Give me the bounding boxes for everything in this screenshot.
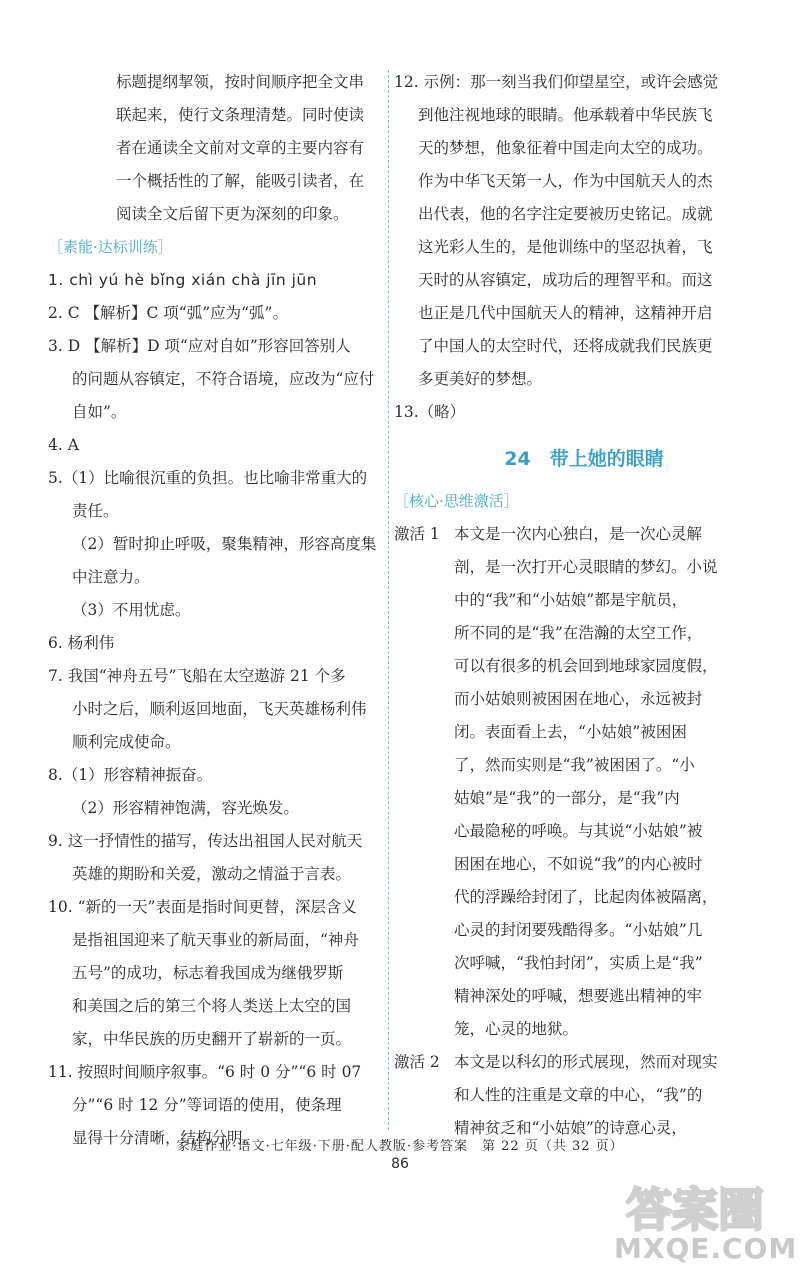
right-answers-top — [394, 66, 774, 429]
line-text: 本文是以科幻的形式展现，然而对现实 — [454, 1053, 718, 1071]
line-text: 者在通读全文前对文章的主要内容有 — [116, 139, 365, 157]
text-line — [394, 66, 774, 99]
lesson-heading: 24 带上她的眼睛 — [504, 448, 664, 470]
line-text: 天的梦想，他象征着中国走向太空的成功。 — [418, 139, 713, 157]
text-line — [48, 1089, 384, 1122]
text-line — [48, 132, 384, 165]
line-text: 小时之后，顺利返回地面，飞天英雄杨利伟 — [72, 700, 367, 718]
line-text: 本文是一次内心独白，是一次心灵解 — [454, 525, 703, 543]
text-line — [48, 1023, 384, 1056]
line-text: 心最隐秘的呼唤。与其说“小姑娘”被 — [454, 822, 703, 840]
line-text: 笼，心灵的地狱。 — [454, 1020, 579, 1038]
text-line — [394, 330, 774, 363]
text-line — [48, 792, 384, 825]
line-text: 3. D 【解析】D 项“应对自如”形容回答别人 — [48, 337, 351, 355]
text-line — [394, 297, 774, 330]
line-text: 和人性的注重是文章的中心，“我”的 — [454, 1086, 703, 1104]
text-line — [394, 815, 774, 848]
text-line — [394, 396, 774, 429]
text-line — [48, 957, 384, 990]
line-text: 出代表，他的名字注定要被历史铭记。成就 — [418, 205, 713, 223]
line-text: 困困在地心，不如说“我”的内心被时 — [454, 855, 703, 873]
line-text: 顺利完成使命。 — [72, 733, 181, 751]
line-text: 天时的从容镇定，成功后的理智平和。而这 — [418, 271, 713, 289]
line-text: 10. “新的一天”表面是指时间更替，深层含义 — [48, 898, 357, 916]
text-line — [394, 782, 774, 815]
text-line — [48, 561, 384, 594]
section-tag-core: ［核心·思维激活］ — [394, 492, 519, 510]
line-text: 了，然而实则是“我”被困困了。“小 — [454, 756, 695, 774]
line-text: 分”“6 时 12 分”等词语的使用，使条理 — [72, 1096, 342, 1114]
text-line — [394, 980, 774, 1013]
text-line — [48, 66, 384, 99]
line-text: 家，中华民族的历史翻开了崭新的一页。 — [72, 1030, 352, 1048]
text-line — [394, 1046, 774, 1079]
line-text: 2. C 【解析】C 项“弧”应为“弧”。 — [48, 304, 288, 322]
line-text: 4. A — [48, 436, 79, 454]
text-line — [48, 165, 384, 198]
text-line — [394, 947, 774, 980]
line-text: 五号”的成功，标志着我国成为继俄罗斯 — [72, 964, 344, 982]
text-line — [48, 627, 384, 660]
line-text: 也正是几代中国航天人的精神，这精神开启 — [418, 304, 713, 322]
section-tag — [48, 231, 384, 264]
line-text: 代的浮躁给封闭了，比起肉体被隔离， — [454, 888, 718, 906]
line-text: 这光彩人生的，是他训练中的坚忍执着，飞 — [418, 238, 713, 256]
text-line — [394, 617, 774, 650]
line-text: 13.（略） — [394, 403, 466, 421]
line-text: 中的“我”和“小姑娘”都是宇航员， — [454, 591, 688, 609]
text-line — [48, 462, 384, 495]
text-line — [394, 1079, 774, 1112]
page-number: 86 — [391, 1156, 409, 1172]
line-text: （3）不用忧虑。 — [72, 601, 191, 619]
text-line — [48, 429, 384, 462]
line-text: 标题提纲挈领，按时间顺序把全文串 — [116, 73, 365, 91]
line-text: 多更美好的梦想。 — [418, 370, 543, 388]
line-text: 5.（1）比喻很沉重的负担。也比喻非常重大的 — [48, 469, 368, 487]
line-text: 所不同的是“我”在浩瀚的太空工作， — [454, 624, 703, 642]
line-text: 闭。表面看上去，“小姑娘”被困困 — [454, 723, 687, 741]
text-line — [48, 198, 384, 231]
text-line — [394, 650, 774, 683]
activation-label: 激活 2 — [394, 1053, 440, 1071]
line-text: 6. 杨利伟 — [48, 634, 115, 652]
text-line — [394, 749, 774, 782]
line-text: 心灵的封闭要残酷得多。“小姑娘”几 — [454, 921, 703, 939]
text-line — [48, 825, 384, 858]
text-line — [48, 990, 384, 1023]
line-text: 精神深处的呼喊，想要逃出精神的牢 — [454, 987, 703, 1005]
line-text: 可以有很多的机会回到地球家园度假， — [454, 657, 718, 675]
text-line — [48, 858, 384, 891]
line-text: 12. 示例：那一刻当我们仰望星空，或许会感觉 — [394, 73, 719, 91]
text-line — [394, 518, 774, 551]
text-line — [48, 726, 384, 759]
line-text: 中注意力。 — [72, 568, 150, 586]
text-line — [394, 99, 774, 132]
text-line — [48, 891, 384, 924]
text-line — [48, 660, 384, 693]
line-text: ［素能·达标训练］ — [48, 238, 173, 256]
text-line — [394, 132, 774, 165]
text-line — [394, 881, 774, 914]
line-text: 显得十分清晰，结构分明。 — [72, 1129, 259, 1147]
text-line — [394, 165, 774, 198]
text-line — [48, 264, 384, 297]
text-line — [394, 914, 774, 947]
line-text: 联起来，使行文条理清楚。同时使读 — [116, 106, 365, 124]
activation-label: 激活 1 — [394, 525, 440, 543]
column-divider — [388, 70, 389, 1130]
text-line — [48, 363, 384, 396]
text-line — [394, 198, 774, 231]
text-line — [48, 297, 384, 330]
text-line — [394, 848, 774, 881]
text-line — [394, 683, 774, 716]
line-text: 精神贫乏和“小姑娘”的诗意心灵， — [454, 1119, 687, 1137]
page-footer: 家庭作业·语文·七年级·下册·配人教版·参考答案 第 22 页（共 32 页） — [176, 1139, 624, 1154]
line-text: 1. chì yú hè bǐng xián chà jīn jūn — [48, 271, 318, 289]
line-text: 英雄的期盼和关爱，激动之情溢于言表。 — [72, 865, 352, 883]
text-line — [48, 693, 384, 726]
line-text: 剖，是一次打开心灵眼睛的梦幻。小说 — [454, 558, 718, 576]
watermark-logo-text: 答案圈 — [626, 1183, 764, 1237]
line-text: 了中国人的太空时代，还将成就我们民族更 — [418, 337, 713, 355]
text-line — [48, 1056, 384, 1089]
right-answers-bottom — [394, 518, 774, 1145]
line-text: 作为中华飞天第一人，作为中国航天人的杰 — [418, 172, 713, 190]
text-line — [394, 1013, 774, 1046]
line-text: 9. 这一抒情性的描写，传达出祖国人民对航天 — [48, 832, 363, 850]
text-line — [48, 330, 384, 363]
text-line — [48, 528, 384, 561]
text-line — [48, 594, 384, 627]
right-column — [394, 66, 774, 1145]
text-line — [48, 924, 384, 957]
text-line — [394, 551, 774, 584]
line-text: 11. 按照时间顺序叙事。“6 时 0 分”“6 时 07 — [48, 1063, 362, 1081]
line-text: 而小姑娘则被困困在地心，永远被封 — [454, 690, 703, 708]
line-text: 8.（1）形容精神振奋。 — [48, 766, 213, 784]
text-line — [394, 363, 774, 396]
text-line — [394, 264, 774, 297]
line-text: 次呼喊，“我怕封闭”，实质上是“我” — [454, 954, 703, 972]
line-text: 自如”。 — [72, 403, 127, 421]
line-text: 是指祖国迎来了航天事业的新局面，“神舟 — [72, 931, 359, 949]
text-line — [48, 495, 384, 528]
text-line — [48, 99, 384, 132]
left-column — [48, 66, 384, 1155]
line-text: 姑娘”是“我”的一部分，是“我”内 — [454, 789, 680, 807]
text-line — [48, 396, 384, 429]
text-line — [394, 716, 774, 749]
text-line — [394, 584, 774, 617]
text-line — [394, 231, 774, 264]
line-text: （2）暂时抑止呼吸，聚集精神，形容高度集 — [72, 535, 377, 553]
line-text: 的问题从容镇定，不符合语境，应改为“应付 — [72, 370, 375, 388]
line-text: 到他注视地球的眼睛。他承载着中华民族飞 — [418, 106, 713, 124]
line-text: 7. 我国“神舟五号”飞船在太空遨游 21 个多 — [48, 667, 346, 685]
text-line — [48, 759, 384, 792]
line-text: 一个概括性的了解，能吸引读者，在 — [116, 172, 365, 190]
line-text: 阅读全文后留下更为深刻的印象。 — [116, 205, 349, 223]
watermark-url: MXQE.COM — [614, 1232, 798, 1265]
line-text: 责任。 — [72, 502, 119, 520]
line-text: （2）形容精神饱满，容光焕发。 — [72, 799, 299, 817]
line-text: 和美国之后的第三个将人类送上太空的国 — [72, 997, 352, 1015]
